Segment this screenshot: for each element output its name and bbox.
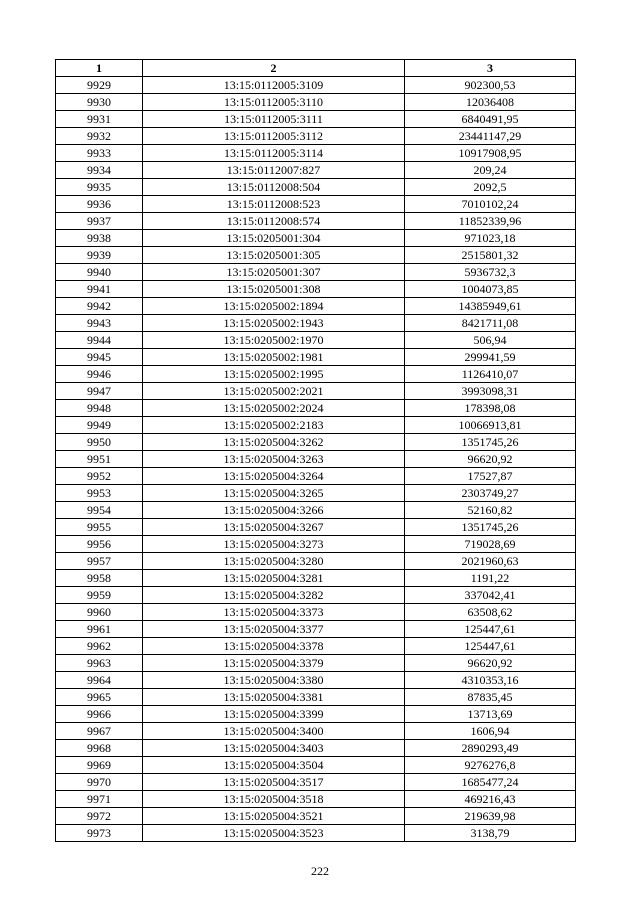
table-row: [56, 94, 576, 111]
table-row: [56, 468, 576, 485]
table-cell: 9931: [56, 111, 143, 128]
table-cell: 9966: [56, 706, 143, 723]
table-row: [56, 383, 576, 400]
table-cell: 5936732,3: [405, 264, 576, 281]
table-row: [56, 332, 576, 349]
table-cell: 13:15:0205002:1970: [143, 332, 405, 349]
table-cell: 125447,61: [405, 621, 576, 638]
table-cell: 13:15:0205004:3263: [143, 451, 405, 468]
table-cell: 13:15:0205004:3281: [143, 570, 405, 587]
table-row: [56, 111, 576, 128]
table-row: [56, 213, 576, 230]
table-row: [56, 315, 576, 332]
header-row: [56, 60, 576, 77]
table-row: [56, 247, 576, 264]
table-row: [56, 604, 576, 621]
table-cell: 9959: [56, 587, 143, 604]
table-row: [56, 774, 576, 791]
table-cell: 9971: [56, 791, 143, 808]
table-cell: 9942: [56, 298, 143, 315]
table-cell: 13:15:0205001:304: [143, 230, 405, 247]
table-cell: 9961: [56, 621, 143, 638]
table-cell: 13:15:0205004:3403: [143, 740, 405, 757]
table-cell: 13:15:0205002:1981: [143, 349, 405, 366]
table-cell: 9957: [56, 553, 143, 570]
table-cell: 13:15:0205004:3265: [143, 485, 405, 502]
table-row: [56, 162, 576, 179]
table-cell: 13:15:0205004:3381: [143, 689, 405, 706]
table-row: [56, 485, 576, 502]
table-cell: 10066913,81: [405, 417, 576, 434]
table-cell: 13:15:0205004:3504: [143, 757, 405, 774]
table-cell: 13:15:0205002:1943: [143, 315, 405, 332]
table-cell: 13:15:0205002:1894: [143, 298, 405, 315]
table-cell: 13:15:0205004:3517: [143, 774, 405, 791]
table-cell: 209,24: [405, 162, 576, 179]
table-cell: 13:15:0112008:574: [143, 213, 405, 230]
table-cell: 13:15:0205004:3400: [143, 723, 405, 740]
table-cell: 13:15:0205004:3377: [143, 621, 405, 638]
table-row: [56, 230, 576, 247]
table-cell: 9965: [56, 689, 143, 706]
table-cell: 1126410,07: [405, 366, 576, 383]
table-row: [56, 570, 576, 587]
table-row: [56, 757, 576, 774]
table-cell: 13:15:0205004:3267: [143, 519, 405, 536]
table-cell: 13:15:0205004:3264: [143, 468, 405, 485]
table-cell: 178398,08: [405, 400, 576, 417]
table-cell: 9972: [56, 808, 143, 825]
table-row: [56, 655, 576, 672]
table-cell: 3138,79: [405, 825, 576, 842]
table-cell: 13:15:0205001:308: [143, 281, 405, 298]
table-cell: 719028,69: [405, 536, 576, 553]
column-header-1: 1: [56, 60, 143, 77]
table-cell: 219639,98: [405, 808, 576, 825]
table-cell: 9958: [56, 570, 143, 587]
table-cell: 9968: [56, 740, 143, 757]
table-cell: 13:15:0205004:3379: [143, 655, 405, 672]
table-row: [56, 536, 576, 553]
table-cell: 9951: [56, 451, 143, 468]
table-cell: 9934: [56, 162, 143, 179]
table-cell: 469216,43: [405, 791, 576, 808]
table-cell: 13:15:0112005:3110: [143, 94, 405, 111]
table-cell: 13:15:0112005:3109: [143, 77, 405, 94]
table-cell: 13:15:0205002:2024: [143, 400, 405, 417]
table-row: [56, 587, 576, 604]
table-cell: 9940: [56, 264, 143, 281]
table-cell: 8421711,08: [405, 315, 576, 332]
table-cell: 17527,87: [405, 468, 576, 485]
table-cell: 7010102,24: [405, 196, 576, 213]
table-cell: 9932: [56, 128, 143, 145]
table-cell: 9963: [56, 655, 143, 672]
table-cell: 9936: [56, 196, 143, 213]
table-cell: 9276276,8: [405, 757, 576, 774]
table-cell: 13:15:0205004:3521: [143, 808, 405, 825]
table-cell: 13:15:0205002:2021: [143, 383, 405, 400]
table-cell: 9929: [56, 77, 143, 94]
table-cell: 9970: [56, 774, 143, 791]
table-cell: 9945: [56, 349, 143, 366]
table-row: [56, 825, 576, 842]
table-cell: 13:15:0205001:305: [143, 247, 405, 264]
table-cell: 14385949,61: [405, 298, 576, 315]
table-cell: 1351745,26: [405, 519, 576, 536]
table-cell: 337042,41: [405, 587, 576, 604]
table-cell: 506,94: [405, 332, 576, 349]
table-cell: 9930: [56, 94, 143, 111]
table-cell: 11852339,96: [405, 213, 576, 230]
table-cell: 23441147,29: [405, 128, 576, 145]
data-table: [55, 59, 576, 842]
table-cell: 13:15:0205002:2183: [143, 417, 405, 434]
table-cell: 1191,22: [405, 570, 576, 587]
table-cell: 9935: [56, 179, 143, 196]
table-row: [56, 723, 576, 740]
table-cell: 971023,18: [405, 230, 576, 247]
table-row: [56, 672, 576, 689]
table-cell: 1351745,26: [405, 434, 576, 451]
table-cell: 9933: [56, 145, 143, 162]
table-cell: 13:15:0112007:827: [143, 162, 405, 179]
table-cell: 902300,53: [405, 77, 576, 94]
table-cell: 9954: [56, 502, 143, 519]
table-row: [56, 553, 576, 570]
table-cell: 13:15:0205004:3262: [143, 434, 405, 451]
table-cell: 63508,62: [405, 604, 576, 621]
table-cell: 96620,92: [405, 655, 576, 672]
table-cell: 96620,92: [405, 451, 576, 468]
table-cell: 9967: [56, 723, 143, 740]
table-row: [56, 179, 576, 196]
table-cell: 125447,61: [405, 638, 576, 655]
table-row: [56, 740, 576, 757]
table-cell: 13:15:0112005:3112: [143, 128, 405, 145]
table-row: [56, 366, 576, 383]
table-cell: 13:15:0205002:1995: [143, 366, 405, 383]
table-cell: 13:15:0205004:3523: [143, 825, 405, 842]
table-row: [56, 689, 576, 706]
table-body: [56, 77, 576, 842]
table-cell: 13:15:0205004:3378: [143, 638, 405, 655]
table-cell: 9939: [56, 247, 143, 264]
table-cell: 1004073,85: [405, 281, 576, 298]
table-cell: 9948: [56, 400, 143, 417]
table-row: [56, 196, 576, 213]
column-header-2: 2: [143, 60, 405, 77]
table-cell: 13:15:0112005:3114: [143, 145, 405, 162]
table-cell: 2515801,32: [405, 247, 576, 264]
table-cell: 87835,45: [405, 689, 576, 706]
table-row: [56, 349, 576, 366]
table-cell: 10917908,95: [405, 145, 576, 162]
table-row: [56, 264, 576, 281]
table-cell: 13:15:0205004:3373: [143, 604, 405, 621]
table-cell: 9944: [56, 332, 143, 349]
table-row: [56, 808, 576, 825]
table-cell: 9947: [56, 383, 143, 400]
table-row: [56, 451, 576, 468]
table-cell: 13:15:0205004:3399: [143, 706, 405, 723]
table-cell: 9956: [56, 536, 143, 553]
table-row: [56, 519, 576, 536]
table-row: [56, 128, 576, 145]
table-cell: 4310353,16: [405, 672, 576, 689]
table-cell: 1685477,24: [405, 774, 576, 791]
table-cell: 9946: [56, 366, 143, 383]
table-cell: 9973: [56, 825, 143, 842]
table-cell: 9941: [56, 281, 143, 298]
table-row: [56, 400, 576, 417]
table-cell: 2021960,63: [405, 553, 576, 570]
table-cell: 13:15:0112005:3111: [143, 111, 405, 128]
table-cell: 9953: [56, 485, 143, 502]
table-cell: 299941,59: [405, 349, 576, 366]
table-cell: 9938: [56, 230, 143, 247]
table-cell: 9964: [56, 672, 143, 689]
table-row: [56, 791, 576, 808]
column-header-3: 3: [405, 60, 576, 77]
table-row: [56, 638, 576, 655]
table-cell: 3993098,31: [405, 383, 576, 400]
table-row: [56, 502, 576, 519]
table-cell: 2092,5: [405, 179, 576, 196]
table-row: [56, 145, 576, 162]
table-row: [56, 706, 576, 723]
table-cell: 9962: [56, 638, 143, 655]
table-cell: 13:15:0205004:3266: [143, 502, 405, 519]
table-cell: 2890293,49: [405, 740, 576, 757]
table-cell: 52160,82: [405, 502, 576, 519]
table-cell: 13:15:0205004:3380: [143, 672, 405, 689]
table-cell: 13:15:0205004:3273: [143, 536, 405, 553]
table-cell: 13713,69: [405, 706, 576, 723]
table-cell: 9952: [56, 468, 143, 485]
table-cell: 9937: [56, 213, 143, 230]
table-cell: 9949: [56, 417, 143, 434]
table-row: [56, 621, 576, 638]
table-cell: 13:15:0205004:3282: [143, 587, 405, 604]
table-cell: 13:15:0205004:3518: [143, 791, 405, 808]
table-row: [56, 77, 576, 94]
table-cell: 1606,94: [405, 723, 576, 740]
table-row: [56, 434, 576, 451]
table-cell: 13:15:0205001:307: [143, 264, 405, 281]
table-cell: 13:15:0205004:3280: [143, 553, 405, 570]
table-cell: 9950: [56, 434, 143, 451]
table-cell: 12036408: [405, 94, 576, 111]
table-cell: 2303749,27: [405, 485, 576, 502]
table-row: [56, 417, 576, 434]
table-row: [56, 281, 576, 298]
page-number: 222: [311, 864, 329, 878]
table-cell: 9955: [56, 519, 143, 536]
table-cell: 13:15:0112008:523: [143, 196, 405, 213]
table-cell: 9943: [56, 315, 143, 332]
table-row: [56, 298, 576, 315]
table-cell: 6840491,95: [405, 111, 576, 128]
table-cell: 9969: [56, 757, 143, 774]
table-cell: 9960: [56, 604, 143, 621]
table-cell: 13:15:0112008:504: [143, 179, 405, 196]
